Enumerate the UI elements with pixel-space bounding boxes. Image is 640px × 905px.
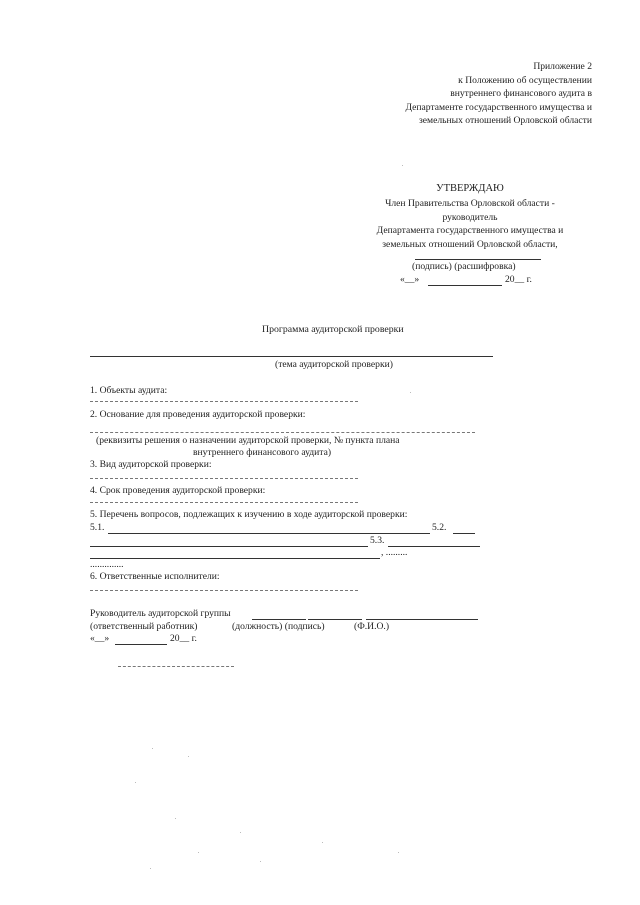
section-1-title: 1. Объекты аудита: (90, 385, 168, 396)
leader-label: Руководитель аудиторской группы (90, 608, 231, 619)
item-5-3-label: 5.3. (370, 535, 385, 546)
approval-title: УТВЕРЖДАЮ (436, 183, 504, 194)
leader-signature-line (308, 619, 362, 620)
appendix-block (405, 60, 592, 128)
footer-extra-line (118, 666, 234, 667)
item-5-tail: .............. (90, 559, 124, 570)
approval-date-year: 20__ г. (505, 274, 532, 285)
item-5-1-line (108, 533, 430, 534)
section-2-caption: внутреннего финансового аудита) (193, 447, 332, 458)
program-title: Программа аудиторской проверки (262, 324, 404, 335)
footer-date-year: 20__ г. (170, 633, 197, 644)
approval-line: руководитель (442, 211, 498, 223)
item-5-2-line (90, 546, 368, 547)
leader-fio-line (366, 619, 478, 620)
caption-fio: (Ф.И.О.) (354, 621, 390, 632)
section-2-caption: (реквизиты решения о назначении аудиторской проверки, № пункта плана (96, 435, 400, 446)
topic-caption: (тема аудиторской проверки) (275, 359, 393, 370)
approval-line: Департамента государственного имущества и (376, 225, 564, 236)
item-5-more: , ......... (381, 547, 408, 558)
appendix-line: внутреннего финансового аудита в (450, 88, 592, 99)
section-3-title: 3. Вид аудиторской проверки: (90, 459, 212, 470)
approval-date-day: «__» (400, 274, 420, 285)
item-5-2-label: 5.2. (432, 522, 447, 533)
section-2-line (90, 432, 475, 433)
signature-caption: (подпись) (расшифровка) (412, 261, 516, 272)
footer-date-day: «__» (90, 633, 110, 644)
approval-block (355, 197, 585, 251)
caption-position-signature: (должность) (подпись) (232, 621, 325, 632)
section-4-line (90, 502, 358, 503)
leader-position-line (252, 619, 306, 620)
caption-worker: (ответственный работник) (90, 621, 198, 632)
section-2-title: 2. Основание для проведения аудиторской проверки: (90, 409, 306, 420)
appendix-line: Департаменте государственного имущества и (405, 101, 592, 113)
footer-date-line (115, 644, 167, 645)
item-5-more-line (90, 558, 380, 559)
signature-line (415, 259, 541, 260)
approval-line: земельных отношений Орловской области, (382, 238, 558, 250)
appendix-line: земельных отношений Орловской области (418, 115, 592, 126)
section-4-title: 4. Срок проведения аудиторской проверки: (90, 485, 266, 496)
approval-line: Член Правительства Орловской области - (385, 198, 555, 209)
section-5-title: 5. Перечень вопросов, подлежащих к изучению в ходе аудиторской проверки: (90, 509, 408, 520)
item-5-1-label: 5.1. (90, 522, 105, 533)
section-6-title: 6. Ответственные исполнители: (90, 571, 220, 582)
item-5-2-line (453, 533, 475, 534)
topic-line (90, 356, 493, 357)
section-6-line (90, 590, 358, 591)
section-3-line (90, 478, 358, 479)
section-1-line (90, 401, 358, 402)
appendix-line: к Положению об осуществлении (458, 74, 592, 86)
appendix-number: Приложение 2 (533, 61, 592, 72)
approval-date-line (428, 285, 502, 286)
